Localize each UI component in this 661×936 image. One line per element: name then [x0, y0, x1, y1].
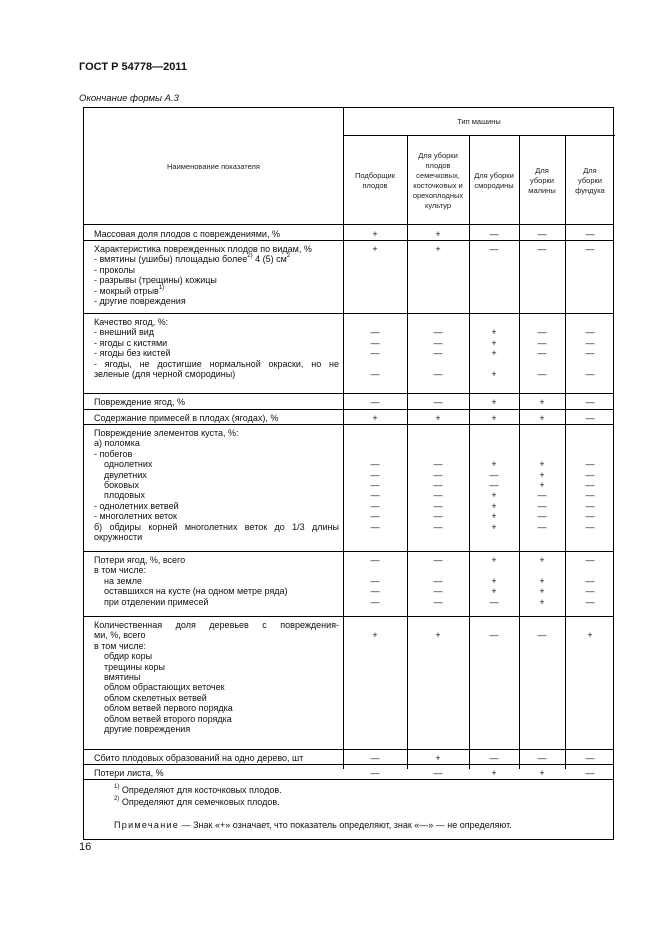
row-label — [94, 428, 339, 542]
row-label-line: а) поломка — [94, 438, 140, 449]
row-label-line: при отделении примесей — [104, 596, 209, 607]
row-label-line: Потери листа, % — [94, 768, 164, 778]
cell-mark: — — [585, 555, 595, 565]
cell-mark: + — [491, 397, 497, 407]
row-label — [94, 555, 339, 607]
cell-mark: — — [585, 596, 595, 607]
cell-mark: — — [585, 413, 595, 423]
row-label-line: облом ветвей первого порядка — [104, 703, 233, 714]
header-line: Подборщик — [354, 170, 396, 180]
cell-mark: — — [433, 480, 443, 490]
cell-mark: — — [585, 459, 595, 470]
row-label-line: Характеристика поврежденных плодов по видам, % — [94, 244, 312, 254]
cell-mark: — — [370, 469, 380, 480]
row-label-line: на земле — [104, 575, 142, 586]
cell-mark: — — [489, 244, 499, 254]
cell-mark: — — [537, 229, 547, 239]
cell-mark: + — [435, 244, 441, 254]
header-line: уборки — [578, 175, 602, 185]
row-label-line: - другие повреждения — [94, 295, 186, 306]
cell-mark: — — [585, 768, 595, 778]
cell-mark: — — [585, 511, 595, 522]
cell-mark: — — [433, 397, 443, 407]
cell-mark: — — [489, 753, 499, 763]
row-label-line: - разрывы (трещины) кожицы — [94, 275, 217, 286]
row-label-line: в том числе: — [94, 640, 146, 651]
cell-mark: — — [370, 369, 380, 379]
table-note — [114, 820, 512, 830]
cell-mark: + — [491, 555, 497, 565]
header-line: Для — [535, 165, 549, 175]
cell-mark: — — [537, 244, 547, 254]
row-label-line: окружности — [94, 531, 143, 542]
row-label-line: Потери ягод, %, всего — [94, 555, 186, 565]
cell-mark: — — [585, 469, 595, 480]
row-label-line: плодовых — [104, 490, 146, 501]
footnote-2-text: Определяют для семечковых плодов. — [121, 797, 280, 807]
header-line: Для уборки — [474, 170, 514, 180]
row-label-line: оставшихся на кусте (на одном метре ряда) — [104, 586, 288, 597]
cell-mark: — — [433, 575, 443, 586]
page-number: 16 — [79, 841, 92, 853]
header-line: плодов — [362, 180, 388, 190]
cell-mark: + — [435, 229, 441, 239]
row-label-line: - внешний вид — [94, 327, 155, 338]
cell-mark: — — [433, 521, 443, 532]
row-label-line: вмятины — [104, 671, 141, 682]
cell-mark: — — [433, 596, 443, 607]
cell-mark: — — [489, 630, 499, 641]
column-header-machine — [343, 136, 407, 225]
note-label: Примечание — [114, 820, 180, 830]
cell-mark: + — [491, 575, 497, 586]
cell-mark: — — [537, 490, 547, 501]
row-label — [94, 413, 339, 423]
cell-mark: — — [433, 500, 443, 511]
cell-mark: + — [539, 469, 545, 480]
cell-mark: + — [435, 753, 441, 763]
cell-mark: + — [491, 511, 497, 522]
cell-mark: — — [489, 596, 499, 607]
header-line: косточковых и — [413, 180, 463, 190]
cell-mark: — — [585, 327, 595, 338]
row-label-line: - ягоды без кистей — [94, 348, 171, 359]
cell-mark: + — [539, 555, 545, 565]
column-header-machine — [565, 136, 615, 225]
cell-mark: + — [491, 521, 497, 532]
row-label-line: облом ветвей второго порядка — [104, 713, 232, 724]
cell-mark: — — [433, 337, 443, 348]
column-divider — [407, 135, 408, 769]
row-label-line: обдир коры — [104, 651, 153, 662]
cell-mark: — — [537, 327, 547, 338]
footnote-1 — [114, 785, 282, 796]
row-label — [94, 229, 339, 239]
table-footnotes — [84, 769, 613, 839]
cell-mark: — — [489, 480, 499, 490]
cell-mark: + — [587, 630, 593, 641]
header-line: Для уборки — [418, 150, 458, 160]
row-label-line: - мокрый отрыв$^{1)}$ — [94, 284, 165, 296]
column-divider — [519, 135, 520, 769]
cell-mark: — — [537, 337, 547, 348]
column-header-name: Наименование показателя — [167, 161, 260, 171]
row-label — [94, 317, 339, 379]
cell-mark: + — [539, 768, 545, 778]
row-label-line: - многолетних веток — [94, 511, 177, 522]
cell-mark: + — [435, 630, 441, 641]
cell-mark: — — [585, 229, 595, 239]
header-line: плодов — [425, 160, 451, 170]
row-label-line: ми, %, всего — [94, 630, 146, 641]
cell-mark: — — [433, 469, 443, 480]
cell-mark: — — [370, 596, 380, 607]
row-label-line: Содержание примесей в плодах (ягодах), % — [94, 413, 279, 423]
table-row — [84, 394, 613, 410]
cell-mark: — — [585, 337, 595, 348]
cell-mark: — — [537, 521, 547, 532]
cell-mark: — — [370, 490, 380, 501]
cell-mark: + — [491, 327, 497, 338]
cell-mark: — — [585, 490, 595, 501]
cell-mark: — — [370, 586, 380, 597]
indicator-table — [83, 107, 614, 840]
cell-mark: + — [491, 500, 497, 511]
row-label-line: однолетних — [104, 459, 153, 470]
header-line: семечковых, — [416, 170, 460, 180]
column-header-machine — [519, 136, 565, 225]
cell-mark: + — [372, 229, 378, 239]
row-label-line: облом обрастающих веточек — [104, 682, 225, 693]
table-row — [84, 314, 613, 394]
cell-mark: — — [585, 575, 595, 586]
footnote-1-text: Определяют для косточковых плодов. — [121, 785, 282, 795]
table-row — [84, 552, 613, 617]
superscript: 2 — [286, 253, 291, 260]
row-label-line: облом скелетных ветвей — [104, 692, 207, 703]
row-label-line: Качество ягод, %: — [94, 317, 169, 327]
cell-mark: + — [539, 397, 545, 407]
row-label — [94, 397, 339, 407]
row-label-line: - ягоды с кистями — [94, 337, 168, 348]
column-header-machine-type: Тип машины — [457, 116, 501, 126]
cell-mark: — — [585, 521, 595, 532]
cell-mark: — — [370, 575, 380, 586]
cell-mark: — — [370, 511, 380, 522]
cell-mark: + — [491, 337, 497, 348]
cell-mark: — — [433, 511, 443, 522]
footnote-2 — [114, 797, 280, 808]
cell-mark: — — [433, 586, 443, 597]
row-label-line: - ягоды, не достигшие нормальной окраски, но не — [94, 358, 339, 369]
cell-mark: — — [537, 511, 547, 522]
table-row — [84, 241, 613, 314]
row-label-line: Повреждение ягод, % — [94, 397, 185, 407]
row-label — [94, 244, 339, 306]
column-divider — [469, 135, 470, 769]
cell-mark: + — [491, 459, 497, 470]
cell-mark: — — [489, 229, 499, 239]
row-label-line: в том числе: — [94, 565, 146, 576]
row-label-line: двулетних — [104, 469, 147, 480]
header-line: смородины — [474, 180, 514, 190]
header-divider — [343, 108, 344, 769]
note-text: — Знак «+» означает, что показатель определяют, знак «—» — не определяют. — [179, 820, 512, 830]
row-label-line: - вмятины (ушибы) площадью более$^{2)}$ 4 (5) $см^2$ — [94, 253, 291, 265]
cell-mark: + — [372, 244, 378, 254]
row-label-line: - проколы — [94, 264, 135, 275]
footnote-ref: 2) — [247, 253, 253, 260]
cell-mark: — — [370, 768, 380, 778]
column-header-machine — [469, 136, 519, 225]
footnote-2-mark: 2) — [114, 796, 120, 802]
footnote-ref: 1) — [158, 284, 165, 291]
footnote-1-mark: 1) — [114, 784, 120, 790]
form-subtitle: Окончание формы А.3 — [79, 93, 179, 104]
cell-mark: — — [585, 480, 595, 490]
header-line: Для — [583, 165, 597, 175]
table-row — [84, 410, 613, 425]
header-line: культур — [424, 200, 451, 210]
cell-mark: + — [372, 413, 378, 423]
cell-mark: + — [491, 586, 497, 597]
row-label — [94, 753, 339, 763]
cell-mark: + — [491, 348, 497, 359]
cell-mark: + — [372, 630, 378, 641]
cell-mark: — — [433, 490, 443, 501]
cell-mark: + — [491, 369, 497, 379]
cell-mark: — — [537, 753, 547, 763]
cell-mark: — — [585, 753, 595, 763]
row-label-line: - однолетних ветвей — [94, 500, 179, 511]
header-line: уборки — [530, 175, 554, 185]
cell-mark: — — [433, 768, 443, 778]
cell-mark: — — [370, 753, 380, 763]
cell-mark: — — [370, 327, 380, 338]
cell-mark: — — [370, 500, 380, 511]
column-header-machine — [407, 136, 469, 225]
cell-mark: — — [585, 244, 595, 254]
cell-mark: — — [537, 630, 547, 641]
cell-mark: + — [539, 480, 545, 490]
row-label-line: трещины коры — [104, 661, 166, 672]
cell-mark: + — [539, 586, 545, 597]
cell-mark: — — [433, 459, 443, 470]
column-divider — [565, 135, 566, 769]
cell-mark: + — [491, 490, 497, 501]
cell-mark: — — [537, 348, 547, 359]
row-label-line: Повреждение элементов куста, %: — [94, 428, 239, 438]
cell-mark: — — [585, 369, 595, 379]
cell-mark: — — [537, 369, 547, 379]
cell-mark: + — [539, 575, 545, 586]
row-label-line: другие повреждения — [104, 723, 191, 734]
row-label-line: Количественная доля деревьев с повреждения- — [94, 620, 339, 630]
table-row — [84, 425, 613, 552]
cell-mark: + — [491, 768, 497, 778]
header-line: фундука — [575, 185, 605, 195]
header-line: малины — [528, 185, 556, 195]
cell-mark: — — [370, 480, 380, 490]
cell-mark: + — [435, 413, 441, 423]
cell-mark: — — [585, 586, 595, 597]
table-row — [84, 617, 613, 750]
cell-mark: — — [433, 348, 443, 359]
cell-mark: — — [370, 348, 380, 359]
row-label-line: б) обдиры корней многолетних веток до 1/3 длины — [94, 521, 339, 532]
row-label-line: боковых — [104, 479, 139, 490]
cell-mark: — — [489, 469, 499, 480]
cell-mark: — — [433, 369, 443, 379]
row-label-line: зеленые (для черной смородины) — [94, 368, 236, 379]
cell-mark: — — [370, 337, 380, 348]
row-label — [94, 620, 339, 734]
table-row — [84, 750, 613, 765]
table-row — [84, 226, 613, 241]
standard-title: ГОСТ Р 54778—2011 — [79, 61, 187, 73]
cell-mark: — — [370, 555, 380, 565]
cell-mark: + — [491, 413, 497, 423]
cell-mark: — — [537, 500, 547, 511]
table-header — [84, 108, 613, 225]
cell-mark: — — [370, 459, 380, 470]
cell-mark: + — [539, 413, 545, 423]
header-line: орехоплодных — [412, 190, 464, 200]
cell-mark: + — [539, 459, 545, 470]
cell-mark: — — [433, 327, 443, 338]
cell-mark: + — [539, 596, 545, 607]
row-label-line: Сбито плодовых образований на одно дерево, шт — [94, 753, 304, 763]
row-label-line: Массовая доля плодов с повреждениями, % — [94, 229, 280, 239]
cell-mark: — — [370, 521, 380, 532]
cell-mark: — — [585, 500, 595, 511]
cell-mark: — — [585, 348, 595, 359]
cell-mark: — — [433, 555, 443, 565]
cell-mark: — — [370, 397, 380, 407]
row-label-line: - побегов — [94, 448, 133, 459]
cell-mark: — — [585, 397, 595, 407]
